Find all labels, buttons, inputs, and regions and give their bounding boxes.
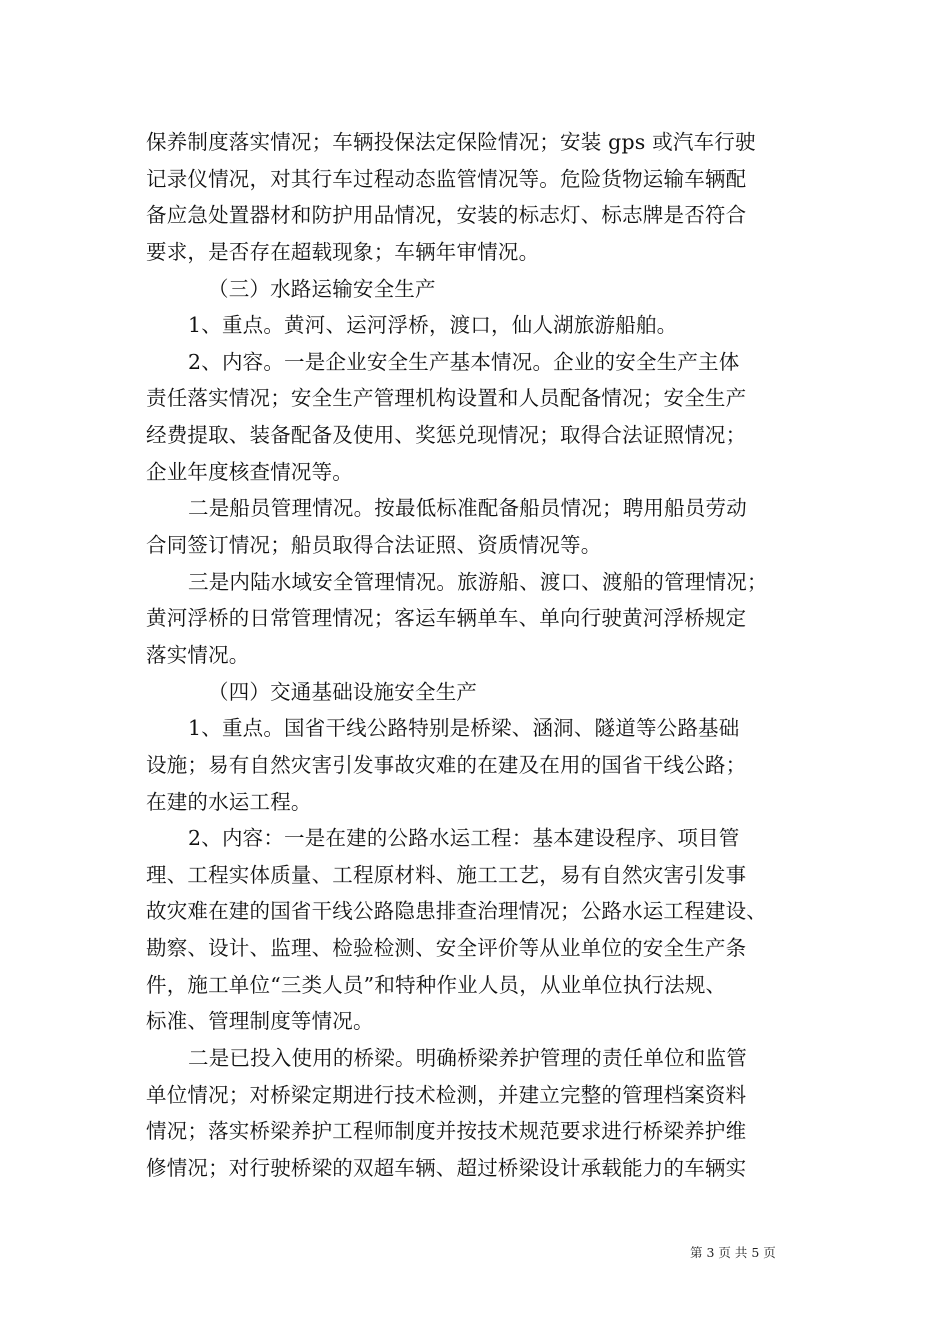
text-line: 责任落实情况；安全生产管理机构设置和人员配备情况；安全生产 [146, 386, 747, 411]
text-line: 故灾难在建的国省干线公路隐患排查治理情况；公路水运工程建设、 [146, 899, 767, 924]
text-line: 件，施工单位“三类人员”和特种作业人员，从业单位执行法规、 [146, 972, 727, 997]
paragraph-start: 二是船员管理情况。按最低标准配备船员情况；聘用船员劳动 [188, 496, 747, 521]
paragraph-start: 2、内容：一是在建的公路水运工程：基本建设程序、项目管 [188, 826, 740, 851]
text-line: 单位情况；对桥梁定期进行技术检测，并建立完整的管理档案资料 [146, 1082, 747, 1107]
paragraph-start: 2、内容。一是企业安全生产基本情况。企业的安全生产主体 [188, 349, 740, 374]
text-line: 备应急处置器材和防护用品情况，安装的标志灯、标志牌是否符合 [146, 203, 747, 228]
text-line: 合同签订情况；船员取得合法证照、资质情况等。 [146, 533, 602, 558]
text-line: 黄河浮桥的日常管理情况；客运车辆单车、单向行驶黄河浮桥规定 [146, 606, 747, 631]
text-line: 保养制度落实情况；车辆投保法定保险情况；安装 gps 或汽车行驶 [146, 130, 756, 154]
page-number-footer: 第 3 页 共 5 页 [690, 1245, 776, 1260]
text-line: 经费提取、装备配备及使用、奖惩兑现情况；取得合法证照情况； [146, 423, 747, 448]
section-heading: （四）交通基础设施安全生产 [208, 679, 478, 704]
text-line: 理、工程实体质量、工程原材料、施工工艺，易有自然灾害引发事 [146, 862, 747, 887]
text-line: 修情况；对行驶桥梁的双超车辆、超过桥梁设计承载能力的车辆实 [146, 1155, 747, 1180]
body-text [146, 124, 816, 1187]
paragraph-start: 三是内陆水域安全管理情况。旅游船、渡口、渡船的管理情况； [188, 569, 768, 594]
paragraph-start: 1、重点。国省干线公路特别是桥梁、涵洞、隧道等公路基础 [188, 716, 740, 741]
text-line: 在建的水运工程。 [146, 789, 312, 814]
text-line: 落实情况。 [146, 642, 250, 667]
paragraph-start: 1、重点。黄河、运河浮桥，渡口，仙人湖旅游船舶。 [188, 313, 678, 338]
paragraph-start: 二是已投入使用的桥梁。明确桥梁养护管理的责任单位和监管 [188, 1046, 747, 1071]
text-line: 企业年度核查情况等。 [146, 459, 353, 484]
text-line: 勘察、设计、监理、检验检测、安全评价等从业单位的安全生产条 [146, 936, 747, 961]
text-line: 标准、管理制度等情况。 [146, 1009, 374, 1034]
text-line: 记录仪情况，对其行车过程动态监管情况等。危险货物运输车辆配 [146, 166, 747, 191]
text-line: 要求，是否存在超载现象；车辆年审情况。 [146, 239, 540, 264]
section-heading: （三）水路运输安全生产 [208, 276, 436, 301]
text-line: 情况；落实桥梁养护工程师制度并按技术规范要求进行桥梁养护维 [146, 1119, 747, 1144]
text-line: 设施；易有自然灾害引发事故灾难的在建及在用的国省干线公路； [146, 752, 747, 777]
